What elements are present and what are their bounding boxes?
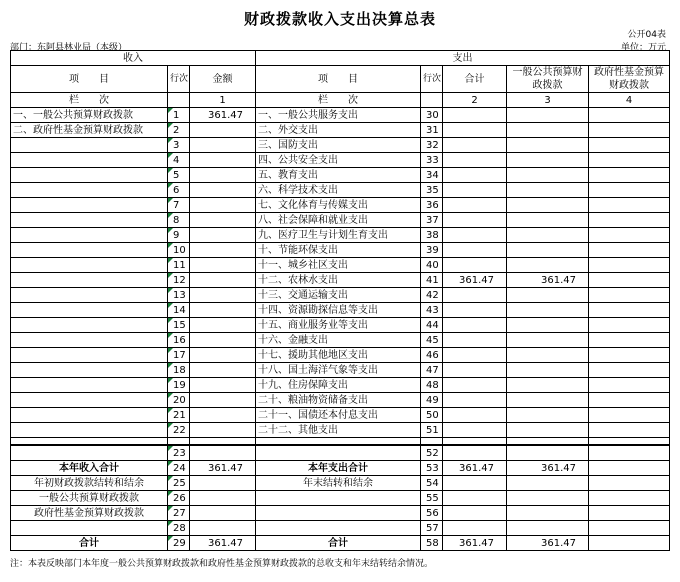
expense-total xyxy=(443,258,507,273)
expense-item: 十九、住房保障支出 xyxy=(256,378,421,393)
expense-line: 34 xyxy=(421,168,443,183)
income-amount xyxy=(190,318,256,333)
income-item xyxy=(11,228,168,243)
gov-fund-amount xyxy=(589,108,670,123)
income-amount xyxy=(190,198,256,213)
income-amount xyxy=(190,168,256,183)
expense-total xyxy=(443,491,507,506)
expense-line: 38 xyxy=(421,228,443,243)
expense-item: 二、外交支出 xyxy=(256,123,421,138)
expense-total xyxy=(443,243,507,258)
expense-line: 30 xyxy=(421,108,443,123)
gov-fund-amount xyxy=(589,521,670,536)
income-line: 24 xyxy=(168,461,190,476)
income-item xyxy=(11,521,168,536)
general-budget-amount xyxy=(507,243,589,258)
general-budget-amount xyxy=(507,228,589,243)
income-amount xyxy=(190,363,256,378)
expense-total xyxy=(443,153,507,168)
income-line: 27 xyxy=(168,506,190,521)
income-amount xyxy=(190,521,256,536)
gov-fund-amount xyxy=(589,198,670,213)
expense-item: 十四、资源勘探信息等支出 xyxy=(256,303,421,318)
income-line: 11 xyxy=(168,258,190,273)
income-column-label: 栏 次 xyxy=(11,93,168,108)
general-budget-amount xyxy=(507,168,589,183)
gov-fund-amount xyxy=(589,273,670,288)
income-line: 9 xyxy=(168,228,190,243)
expense-item: 十八、国土海洋气象等支出 xyxy=(256,363,421,378)
expense-total: 361.47 xyxy=(443,536,507,551)
expense-line: 43 xyxy=(421,303,443,318)
expense-line: 32 xyxy=(421,138,443,153)
table-row xyxy=(11,393,670,408)
table-row xyxy=(11,213,670,228)
expense-item: 十二、农林水支出 xyxy=(256,273,421,288)
expense-total xyxy=(443,363,507,378)
general-budget-amount xyxy=(507,258,589,273)
expense-item: 十七、援助其他地区支出 xyxy=(256,348,421,363)
income-item xyxy=(11,243,168,258)
income-line-header: 行次 xyxy=(168,66,190,93)
general-budget-amount xyxy=(507,423,589,438)
table-row xyxy=(11,536,670,551)
expense-item: 十五、商业服务业等支出 xyxy=(256,318,421,333)
expense-item xyxy=(256,521,421,536)
income-item xyxy=(11,318,168,333)
expense-line: 52 xyxy=(421,445,443,461)
table-row xyxy=(11,138,670,153)
expense-line: 33 xyxy=(421,153,443,168)
general-budget-amount xyxy=(507,476,589,491)
expense-line-header: 行次 xyxy=(421,66,443,93)
col-num-2: 2 xyxy=(443,93,507,108)
income-line: 28 xyxy=(168,521,190,536)
income-amount xyxy=(190,408,256,423)
general-budget-amount xyxy=(507,123,589,138)
income-line: 25 xyxy=(168,476,190,491)
gov-fund-amount xyxy=(589,183,670,198)
income-amount xyxy=(190,506,256,521)
table-row xyxy=(11,378,670,393)
income-item: 二、政府性基金预算财政拨款 xyxy=(11,123,168,138)
table-row xyxy=(11,168,670,183)
income-line: 8 xyxy=(168,213,190,228)
table-row xyxy=(11,506,670,521)
income-amount xyxy=(190,491,256,506)
general-budget-amount xyxy=(507,108,589,123)
income-amount xyxy=(190,348,256,363)
gov-fund-amount xyxy=(589,168,670,183)
income-amount xyxy=(190,288,256,303)
expense-item: 十六、金融支出 xyxy=(256,333,421,348)
general-budget-amount xyxy=(507,393,589,408)
expense-total xyxy=(443,213,507,228)
income-item xyxy=(11,288,168,303)
general-budget-amount xyxy=(507,183,589,198)
income-item xyxy=(11,198,168,213)
expense-item: 本年支出合计 xyxy=(256,461,421,476)
income-item: 本年收入合计 xyxy=(11,461,168,476)
income-amount: 361.47 xyxy=(190,461,256,476)
expense-item xyxy=(256,445,421,461)
expense-item: 十一、城乡社区支出 xyxy=(256,258,421,273)
expense-item: 二十一、国债还本付息支出 xyxy=(256,408,421,423)
income-amount xyxy=(190,183,256,198)
income-amount xyxy=(190,303,256,318)
general-budget-amount xyxy=(507,303,589,318)
col-num-1: 1 xyxy=(190,93,256,108)
expense-item: 年末结转和结余 xyxy=(256,476,421,491)
expense-item: 三、国防支出 xyxy=(256,138,421,153)
gov-fund-amount xyxy=(589,506,670,521)
income-line: 12 xyxy=(168,273,190,288)
income-amount xyxy=(190,213,256,228)
table-row xyxy=(11,198,670,213)
income-item xyxy=(11,303,168,318)
table-row xyxy=(11,348,670,363)
col-num-4: 4 xyxy=(589,93,670,108)
income-line: 19 xyxy=(168,378,190,393)
expense-line: 53 xyxy=(421,461,443,476)
expense-line: 40 xyxy=(421,258,443,273)
table-row xyxy=(11,258,670,273)
general-budget-amount xyxy=(507,138,589,153)
expense-total xyxy=(443,198,507,213)
expense-total xyxy=(443,521,507,536)
income-line: 21 xyxy=(168,408,190,423)
table-row xyxy=(11,288,670,303)
income-amount xyxy=(190,153,256,168)
income-item xyxy=(11,423,168,438)
table-row xyxy=(11,363,670,378)
expense-column-label: 栏 次 xyxy=(256,93,421,108)
income-amount xyxy=(190,476,256,491)
income-line: 18 xyxy=(168,363,190,378)
expense-line: 54 xyxy=(421,476,443,491)
income-item: 政府性基金预算财政拨款 xyxy=(11,506,168,521)
expense-total xyxy=(443,228,507,243)
income-amount xyxy=(190,423,256,438)
department-label: 部门：东阿县林业局（本级） xyxy=(10,43,128,53)
income-line: 26 xyxy=(168,491,190,506)
general-budget-amount xyxy=(507,333,589,348)
income-line: 6 xyxy=(168,183,190,198)
expense-item: 一、一般公共服务支出 xyxy=(256,108,421,123)
income-line: 20 xyxy=(168,393,190,408)
expense-total xyxy=(443,108,507,123)
income-item xyxy=(11,258,168,273)
income-item xyxy=(11,363,168,378)
expense-total xyxy=(443,318,507,333)
expense-line: 47 xyxy=(421,363,443,378)
income-line: 16 xyxy=(168,333,190,348)
income-line: 7 xyxy=(168,198,190,213)
expense-total xyxy=(443,123,507,138)
expense-item: 七、文化体育与传媒支出 xyxy=(256,198,421,213)
report-title: 财政拨款收入支出决算总表 xyxy=(243,10,436,28)
general-budget-amount xyxy=(507,348,589,363)
expense-line: 56 xyxy=(421,506,443,521)
income-amount xyxy=(190,243,256,258)
expense-item: 二十二、其他支出 xyxy=(256,423,421,438)
general-budget-amount xyxy=(507,378,589,393)
gov-fund-amount xyxy=(589,408,670,423)
expense-line: 42 xyxy=(421,288,443,303)
expense-line: 49 xyxy=(421,393,443,408)
table-row xyxy=(11,123,670,138)
expense-item xyxy=(256,491,421,506)
expense-line: 58 xyxy=(421,536,443,551)
income-line: 2 xyxy=(168,123,190,138)
general-budget-amount xyxy=(507,288,589,303)
expense-total xyxy=(443,288,507,303)
gov-fund-amount xyxy=(589,153,670,168)
gov-fund-amount xyxy=(589,123,670,138)
expense-item: 四、公共安全支出 xyxy=(256,153,421,168)
expense-line: 50 xyxy=(421,408,443,423)
table-row xyxy=(11,318,670,333)
gov-fund-amount xyxy=(589,461,670,476)
general-budget-amount xyxy=(507,506,589,521)
expense-line: 31 xyxy=(421,123,443,138)
gov-fund-amount xyxy=(589,228,670,243)
gov-fund-amount xyxy=(589,258,670,273)
expense-line: 57 xyxy=(421,521,443,536)
income-item xyxy=(11,348,168,363)
income-line: 17 xyxy=(168,348,190,363)
gov-fund-amount xyxy=(589,491,670,506)
income-item-header: 项 目 xyxy=(11,66,168,93)
general-budget-amount xyxy=(507,363,589,378)
income-item xyxy=(11,393,168,408)
income-item xyxy=(11,168,168,183)
income-item xyxy=(11,183,168,198)
income-item xyxy=(11,213,168,228)
gov-fund-amount xyxy=(589,318,670,333)
expense-item: 八、社会保障和就业支出 xyxy=(256,213,421,228)
expense-total xyxy=(443,476,507,491)
budget-summary-table xyxy=(10,50,670,551)
expense-total xyxy=(443,378,507,393)
expense-total xyxy=(443,423,507,438)
gov-fund-amount xyxy=(589,213,670,228)
income-amount xyxy=(190,258,256,273)
income-item: 合计 xyxy=(11,536,168,551)
table-row xyxy=(11,273,670,288)
general-budget-amount: 361.47 xyxy=(507,273,589,288)
expense-header: 支出 xyxy=(256,51,670,66)
expense-line: 55 xyxy=(421,491,443,506)
general-budget-amount xyxy=(507,318,589,333)
general-budget-amount: 361.47 xyxy=(507,536,589,551)
general-budget-amount xyxy=(507,153,589,168)
expense-item-header: 项 目 xyxy=(256,66,421,93)
income-line: 3 xyxy=(168,138,190,153)
income-amount xyxy=(190,393,256,408)
general-budget-amount xyxy=(507,198,589,213)
gov-fund-amount xyxy=(589,536,670,551)
income-amount xyxy=(190,138,256,153)
general-budget-amount: 361.47 xyxy=(507,461,589,476)
expense-total xyxy=(443,408,507,423)
unit-label: 单位：万元 xyxy=(620,43,666,53)
general-budget-amount xyxy=(507,521,589,536)
gov-fund-amount xyxy=(589,138,670,153)
expense-total xyxy=(443,445,507,461)
gov-fund-amount xyxy=(589,423,670,438)
income-item xyxy=(11,408,168,423)
expense-item: 合计 xyxy=(256,536,421,551)
gov-fund-amount xyxy=(589,363,670,378)
table-row xyxy=(11,228,670,243)
expense-line: 36 xyxy=(421,198,443,213)
income-amount: 361.47 xyxy=(190,536,256,551)
income-line: 15 xyxy=(168,318,190,333)
gov-fund-amount xyxy=(589,348,670,363)
expense-line: 48 xyxy=(421,378,443,393)
gov-fund-amount xyxy=(589,288,670,303)
table-row xyxy=(11,303,670,318)
table-row xyxy=(11,243,670,258)
expense-item: 六、科学技术支出 xyxy=(256,183,421,198)
expense-total xyxy=(443,348,507,363)
general-budget-header: 一般公共预算财政拨款 xyxy=(507,66,589,93)
expense-item: 九、医疗卫生与计划生育支出 xyxy=(256,228,421,243)
expense-total xyxy=(443,138,507,153)
expense-total: 361.47 xyxy=(443,273,507,288)
table-row xyxy=(11,491,670,506)
expense-line: 35 xyxy=(421,183,443,198)
table-row xyxy=(11,423,670,438)
expense-line: 46 xyxy=(421,348,443,363)
expense-line: 51 xyxy=(421,423,443,438)
gov-fund-amount xyxy=(589,445,670,461)
expense-item xyxy=(256,506,421,521)
expense-line: 39 xyxy=(421,243,443,258)
table-row xyxy=(11,408,670,423)
gov-fund-amount xyxy=(589,476,670,491)
expense-total xyxy=(443,303,507,318)
gov-fund-header: 政府性基金预算财政拨款 xyxy=(589,66,670,93)
table-row xyxy=(11,153,670,168)
expense-item: 五、教育支出 xyxy=(256,168,421,183)
expense-line: 41 xyxy=(421,273,443,288)
general-budget-amount xyxy=(507,491,589,506)
expense-line: 37 xyxy=(421,213,443,228)
table-row xyxy=(11,445,670,461)
income-item xyxy=(11,273,168,288)
footnote: 注：本表反映部门本年度一般公共预算财政拨款和政府性基金预算财政拨款的总收支和年末结转结余情况。 xyxy=(10,559,434,569)
expense-item: 十、节能环保支出 xyxy=(256,243,421,258)
expense-total xyxy=(443,168,507,183)
expense-total xyxy=(443,393,507,408)
income-line: 29 xyxy=(168,536,190,551)
income-line: 14 xyxy=(168,303,190,318)
general-budget-amount xyxy=(507,408,589,423)
income-amount xyxy=(190,333,256,348)
income-amount-header: 金额 xyxy=(190,66,256,93)
income-amount xyxy=(190,123,256,138)
expense-total-header: 合计 xyxy=(443,66,507,93)
table-row xyxy=(11,461,670,476)
table-row xyxy=(11,476,670,491)
expense-total xyxy=(443,506,507,521)
income-line: 13 xyxy=(168,288,190,303)
income-line: 23 xyxy=(168,445,190,461)
income-item xyxy=(11,378,168,393)
income-item xyxy=(11,153,168,168)
income-line: 22 xyxy=(168,423,190,438)
general-budget-amount xyxy=(507,445,589,461)
expense-total: 361.47 xyxy=(443,461,507,476)
income-item xyxy=(11,333,168,348)
form-number: 公开04表 xyxy=(627,30,666,40)
income-line: 10 xyxy=(168,243,190,258)
gov-fund-amount xyxy=(589,333,670,348)
expense-item: 十三、交通运输支出 xyxy=(256,288,421,303)
income-line: 5 xyxy=(168,168,190,183)
expense-line: 44 xyxy=(421,318,443,333)
income-item xyxy=(11,138,168,153)
income-item xyxy=(11,445,168,461)
income-item: 一般公共预算财政拨款 xyxy=(11,491,168,506)
expense-line: 45 xyxy=(421,333,443,348)
table-row xyxy=(11,333,670,348)
expense-total xyxy=(443,183,507,198)
income-line: 4 xyxy=(168,153,190,168)
income-item: 一、一般公共预算财政拨款 xyxy=(11,108,168,123)
income-item: 年初财政拨款结转和结余 xyxy=(11,476,168,491)
income-amount xyxy=(190,273,256,288)
table-row xyxy=(11,521,670,536)
income-header: 收入 xyxy=(11,51,256,66)
income-amount: 361.47 xyxy=(190,108,256,123)
table-row xyxy=(11,108,670,123)
table-row xyxy=(11,183,670,198)
gov-fund-amount xyxy=(589,243,670,258)
gov-fund-amount xyxy=(589,303,670,318)
col-num-3: 3 xyxy=(507,93,589,108)
expense-item: 二十、粮油物资储备支出 xyxy=(256,393,421,408)
general-budget-amount xyxy=(507,213,589,228)
expense-total xyxy=(443,333,507,348)
income-amount xyxy=(190,445,256,461)
gov-fund-amount xyxy=(589,393,670,408)
income-line: 1 xyxy=(168,108,190,123)
income-amount xyxy=(190,228,256,243)
income-amount xyxy=(190,378,256,393)
gov-fund-amount xyxy=(589,378,670,393)
